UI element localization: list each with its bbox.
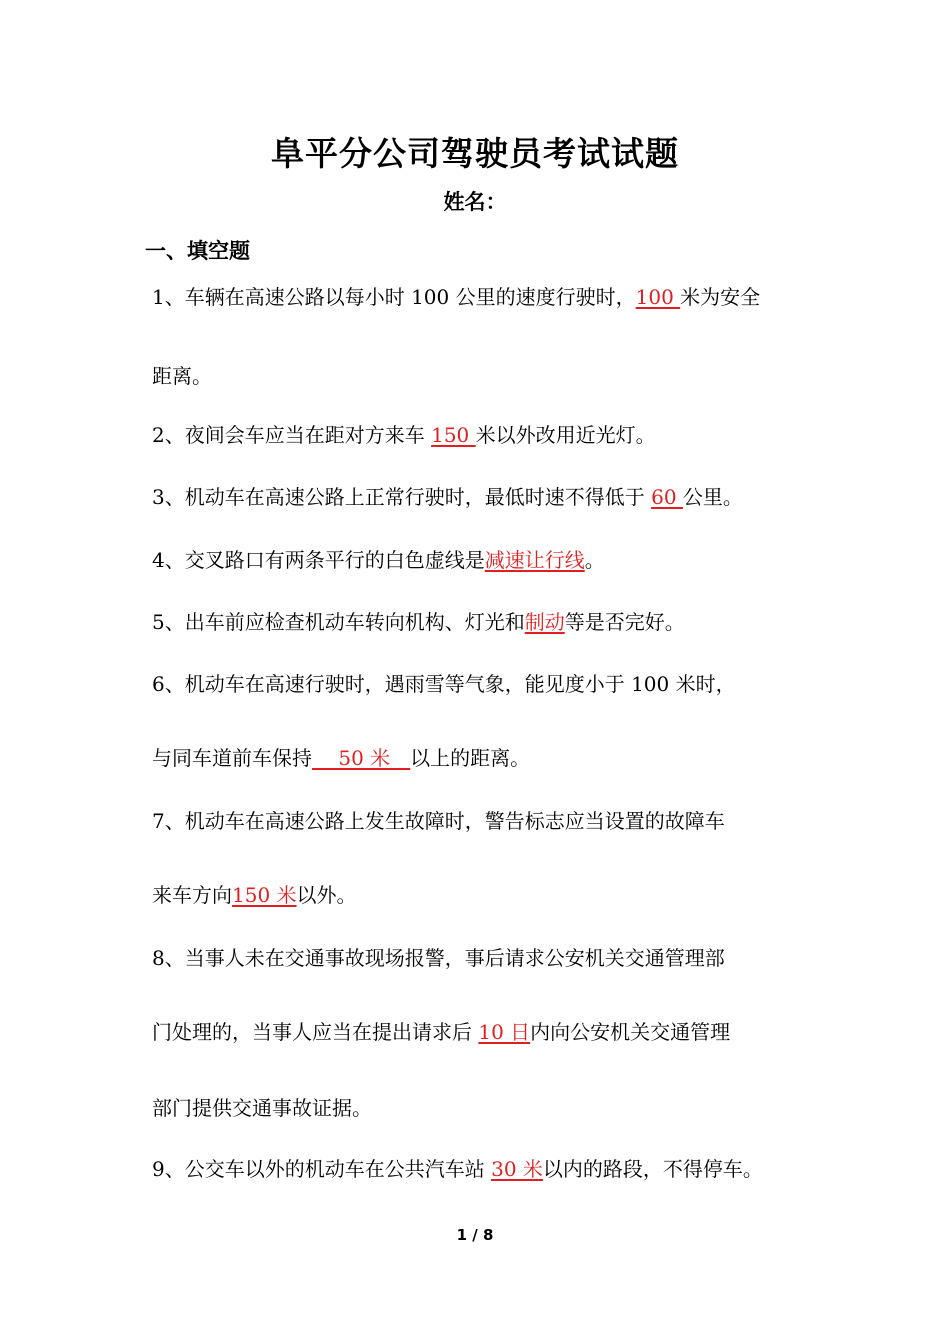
question-1-line-1 bbox=[152, 287, 760, 307]
question-text: 等是否完好。 bbox=[564, 610, 685, 634]
question-text: 3、机动车在高速公路上正常行驶时，最低时速不得低于 bbox=[152, 485, 652, 509]
page-indicator: 1 / 8 bbox=[456, 1226, 494, 1244]
question-text: 以上的距离。 bbox=[410, 746, 531, 770]
question-text: 与同车道前车保持 bbox=[152, 746, 312, 770]
question-text: 2、夜间会车应当在距对方来车 bbox=[152, 423, 432, 447]
question-text: 以内的路段，不得停车。 bbox=[542, 1157, 763, 1181]
answer-blank: 减速让行线 bbox=[484, 548, 585, 572]
question-7-line-2 bbox=[152, 885, 357, 905]
question-8-line-2 bbox=[152, 1022, 730, 1042]
question-4-line-1 bbox=[152, 550, 605, 570]
answer-blank: 100 bbox=[635, 285, 681, 309]
question-text: 6、机动车在高速行驶时，遇雨雪等气象，能见度小于 100 米时， bbox=[152, 672, 736, 696]
question-text: 以外。 bbox=[296, 883, 357, 907]
question-9-line-1 bbox=[152, 1159, 763, 1179]
question-text: 公里。 bbox=[682, 485, 743, 509]
answer-blank: __ 50 米__ bbox=[312, 746, 411, 770]
question-text: 门处理的，当事人应当在提出请求后 bbox=[152, 1020, 479, 1044]
question-text: 内向公安机关交通管理 bbox=[530, 1020, 731, 1044]
section-heading: 一、填空题 bbox=[145, 239, 250, 263]
question-text: 9、公交车以外的机动车在公共汽车站 bbox=[152, 1157, 492, 1181]
question-text: 8、当事人未在交通事故现场报警，事后请求公安机关交通管理部 bbox=[152, 946, 725, 970]
question-6-line-2 bbox=[152, 748, 530, 768]
question-8-line-3 bbox=[152, 1098, 372, 1118]
question-text: 1、车辆在高速公路以每小时 100 公里的速度行驶时， bbox=[152, 285, 636, 309]
answer-blank: 10 日 bbox=[478, 1020, 531, 1044]
question-text: 距离。 bbox=[152, 364, 212, 388]
question-text: 。 bbox=[584, 548, 605, 572]
question-text: 米为安全 bbox=[680, 285, 761, 309]
answer-blank: 150 bbox=[431, 423, 476, 447]
question-2-line-1 bbox=[152, 425, 656, 445]
question-7-line-1 bbox=[152, 811, 725, 831]
question-3-line-1 bbox=[152, 487, 743, 507]
question-8-line-1 bbox=[152, 948, 725, 968]
answer-blank: 30 米 bbox=[491, 1157, 543, 1181]
question-text: 来车方向 bbox=[152, 883, 232, 907]
question-text: 5、出车前应检查机动车转向机构、灯光和 bbox=[152, 610, 525, 634]
answer-blank: 60 bbox=[651, 485, 683, 509]
question-text: 部门提供交通事故证据。 bbox=[152, 1096, 372, 1120]
document-title: 阜平分公司驾驶员考试试题 bbox=[271, 134, 679, 173]
answer-blank: 150 米 bbox=[232, 883, 297, 907]
question-6-line-1 bbox=[152, 674, 736, 694]
answer-blank: 制动 bbox=[524, 610, 565, 634]
question-text: 4、交叉路口有两条平行的白色虚线是 bbox=[152, 548, 485, 572]
question-5-line-1 bbox=[152, 612, 685, 632]
question-text: 7、机动车在高速公路上发生故障时，警告标志应当设置的故障车 bbox=[152, 809, 725, 833]
question-1-line-2 bbox=[152, 366, 212, 386]
name-label: 姓名： bbox=[443, 190, 507, 214]
question-text: 米以外改用近光灯。 bbox=[475, 423, 656, 447]
